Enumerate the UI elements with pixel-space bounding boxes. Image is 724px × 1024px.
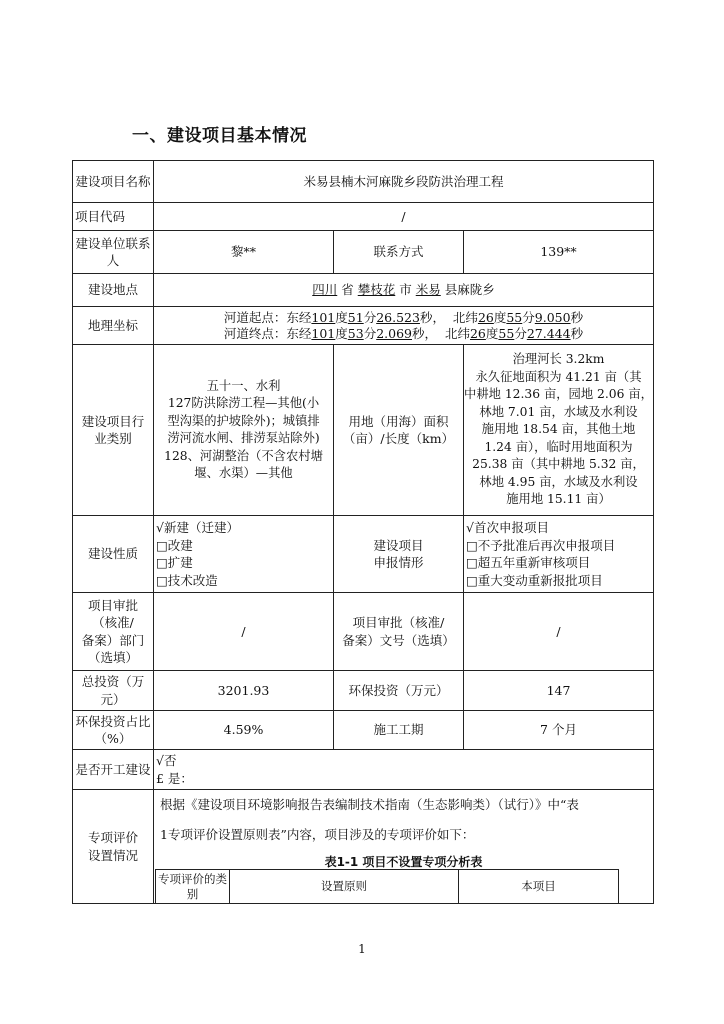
coord-unit: 分 bbox=[363, 309, 377, 325]
contact-label: 建设单位联系人 bbox=[75, 235, 151, 268]
inner-table-header-category: 专项评价的类别 bbox=[158, 871, 227, 901]
nature-option: □技术改造 bbox=[156, 572, 218, 588]
industry-category-line: 128、河湖整治（不含农村塘 bbox=[164, 448, 323, 463]
approval-dept-value: / bbox=[241, 623, 246, 639]
location-county: 米易 bbox=[415, 282, 441, 298]
industry-label: 建设项目行业类别 bbox=[81, 413, 145, 446]
table-line bbox=[72, 789, 654, 790]
section-heading: 一、建设项目基本情况 bbox=[132, 126, 307, 146]
coord-start-lat-sec: 9.050 bbox=[534, 309, 571, 325]
special-eval-label-line: 专项评价 bbox=[87, 830, 138, 845]
coord-start-lat-min: 55 bbox=[506, 309, 523, 325]
table-line bbox=[653, 160, 654, 904]
approval-doc-value: / bbox=[556, 623, 561, 639]
industry-category-line: 127防洪除涝工程—其他(小 bbox=[167, 396, 320, 410]
coordinates-end bbox=[224, 326, 583, 342]
area-line: 中耕地 12.36 亩，园地 2.06 亩， bbox=[464, 387, 653, 402]
page-number: 1 bbox=[358, 942, 366, 956]
table-line bbox=[72, 903, 654, 904]
apply-situation-label-line: 建设项目 bbox=[373, 537, 424, 553]
total-investment-label: 总投资（万元） bbox=[81, 674, 145, 707]
contact-method-label: 联系方式 bbox=[373, 244, 424, 260]
coord-unit: 秒 bbox=[570, 309, 584, 325]
coord-end-lat-sec: 27.444 bbox=[526, 325, 571, 341]
env-ratio-label: 环保投资占比（%） bbox=[75, 713, 151, 746]
apply-option: □超五年重新审核项目 bbox=[466, 555, 591, 570]
area-label: 用地（用海）面积（亩）/长度（km） bbox=[342, 413, 455, 446]
env-investment-value: 147 bbox=[546, 682, 571, 698]
nature-label: 建设性质 bbox=[87, 546, 138, 562]
area-line: 1.24 亩），临时用地面积为 bbox=[484, 439, 633, 454]
area-line: 施用地 15.11 亩） bbox=[506, 492, 611, 507]
env-investment-label: 环保投资（万元） bbox=[348, 682, 449, 698]
coord-unit: 度 bbox=[485, 325, 499, 341]
contact-method-value: 139** bbox=[540, 244, 577, 260]
coord-start-lon-sec: 26.523 bbox=[376, 309, 420, 325]
area-line: 治理河长 3.2km bbox=[512, 352, 605, 367]
area-line: 林地 4.95 亩，水域及水利设 bbox=[479, 474, 638, 489]
coord-unit: 分 bbox=[363, 325, 377, 341]
special-eval-text-line-2: 1专项评价设置原则表”内容，项目涉及的专项评价如下： bbox=[160, 827, 475, 842]
coordinates-value bbox=[154, 307, 653, 344]
approval-doc-label bbox=[334, 593, 463, 670]
project-code-label: 项目代码 bbox=[75, 208, 126, 224]
industry-category-line: 型沟渠的护坡除外)；城镇排 bbox=[167, 413, 320, 428]
construction-period-label: 施工工期 bbox=[373, 722, 424, 738]
location-city-suffix: 市 bbox=[399, 282, 412, 298]
inner-table-header-principle: 设置原则 bbox=[321, 878, 367, 893]
location-province: 四川 bbox=[312, 282, 338, 298]
industry-category-line: 堰、水渠）—其他 bbox=[194, 466, 293, 480]
env-ratio-value: 4.59% bbox=[223, 722, 264, 738]
industry-category-line: 涝河流水闸、排涝泵站除外) bbox=[167, 431, 320, 445]
coord-unit: 秒， bbox=[412, 325, 438, 341]
coord-start-lat-deg: 26 bbox=[477, 309, 494, 325]
location-label: 建设地点 bbox=[87, 282, 138, 298]
project-code-value: / bbox=[401, 208, 406, 224]
apply-situation-label bbox=[334, 516, 463, 592]
coord-end-lon-min: 53 bbox=[347, 325, 364, 341]
area-line: 25.38 亩（其中耕地 5.32 亩， bbox=[472, 457, 645, 472]
coordinates-start bbox=[224, 310, 583, 326]
coord-end-lat-deg: 26 bbox=[469, 325, 486, 341]
coordinates-label: 地理坐标 bbox=[87, 317, 138, 333]
coord-start-lon-deg: 101 bbox=[311, 309, 336, 325]
industry-category bbox=[154, 345, 333, 515]
coord-start-prefix: 河道起点：东经 bbox=[223, 309, 312, 325]
coord-unit: 分 bbox=[514, 325, 527, 341]
coord-north: 北纬 bbox=[444, 325, 470, 341]
approval-doc-label-line: 备案）文号（选填） bbox=[342, 632, 455, 648]
coord-unit: 分 bbox=[522, 309, 535, 325]
approval-dept-label bbox=[73, 593, 153, 670]
construction-period-value: 7 个月 bbox=[540, 722, 577, 738]
area-line: 永久征地面积为 41.21 亩（其 bbox=[475, 369, 642, 384]
location-county-suffix: 县麻陇乡 bbox=[444, 282, 495, 298]
started-options bbox=[154, 750, 653, 789]
coord-end-lat-min: 55 bbox=[498, 325, 515, 341]
approval-dept-label-line: 备案）部门 bbox=[81, 632, 145, 648]
approval-dept-label-line: （核准/ bbox=[92, 615, 134, 630]
started-option: £ 是： bbox=[156, 770, 193, 786]
area-value bbox=[464, 345, 653, 515]
special-eval-label bbox=[73, 790, 153, 903]
started-label: 是否开工建设 bbox=[75, 761, 151, 777]
coord-end-lon-sec: 2.069 bbox=[376, 325, 412, 341]
apply-option: □不予批准后再次申报项目 bbox=[466, 537, 616, 553]
coord-unit: 秒， bbox=[419, 309, 445, 325]
approval-doc-label-line: 项目审批（核准/ bbox=[352, 615, 445, 630]
inner-table-caption: 表1-1 项目不设置专项分析表 bbox=[324, 855, 483, 869]
coord-end-lon-deg: 101 bbox=[311, 325, 336, 341]
apply-situation-label-line: 申报情形 bbox=[373, 555, 424, 570]
project-name-label: 建设项目名称 bbox=[75, 173, 151, 189]
coord-unit: 度 bbox=[335, 309, 348, 325]
location-value bbox=[154, 274, 653, 306]
nature-options bbox=[154, 516, 333, 592]
coord-unit: 度 bbox=[493, 309, 507, 325]
coord-start-lon-min: 51 bbox=[347, 309, 364, 325]
nature-option: √新建（迁建） bbox=[156, 520, 239, 535]
coord-north: 北纬 bbox=[452, 309, 478, 325]
area-line: 林地 7.01 亩，水域及水利设 bbox=[479, 404, 638, 419]
nature-option: □改建 bbox=[156, 537, 193, 553]
inner-table-header-project: 本项目 bbox=[521, 878, 556, 893]
contact-value: 黎** bbox=[230, 244, 256, 260]
apply-situation-options bbox=[464, 516, 653, 592]
project-name-value: 米易县楠木河麻陇乡段防洪治理工程 bbox=[303, 173, 504, 189]
special-eval-label-line: 设置情况 bbox=[87, 847, 138, 863]
apply-option: □重大变动重新报批项目 bbox=[466, 572, 603, 588]
total-investment-value: 3201.93 bbox=[217, 682, 270, 698]
approval-dept-label-line: 项目审批 bbox=[87, 597, 138, 613]
nature-option: □扩建 bbox=[156, 555, 193, 570]
industry-category-line: 五十一、水利 bbox=[206, 378, 281, 393]
started-option: √否 bbox=[156, 753, 177, 768]
location-city: 攀枝花 bbox=[357, 282, 396, 298]
apply-option: √首次申报项目 bbox=[466, 520, 549, 535]
area-line: 施用地 18.54 亩，其他土地 bbox=[481, 422, 636, 437]
special-eval-text-line-1: 根据《建设项目环境影响报告表编制技术指南（生态影响类）（试行）》中“表 bbox=[160, 797, 579, 812]
approval-dept-label-line: （选填） bbox=[87, 650, 138, 665]
coord-unit: 秒 bbox=[570, 325, 584, 341]
coord-end-prefix: 河道终点：东经 bbox=[223, 325, 312, 341]
location-province-suffix: 省 bbox=[341, 282, 354, 298]
coord-unit: 度 bbox=[335, 325, 348, 341]
